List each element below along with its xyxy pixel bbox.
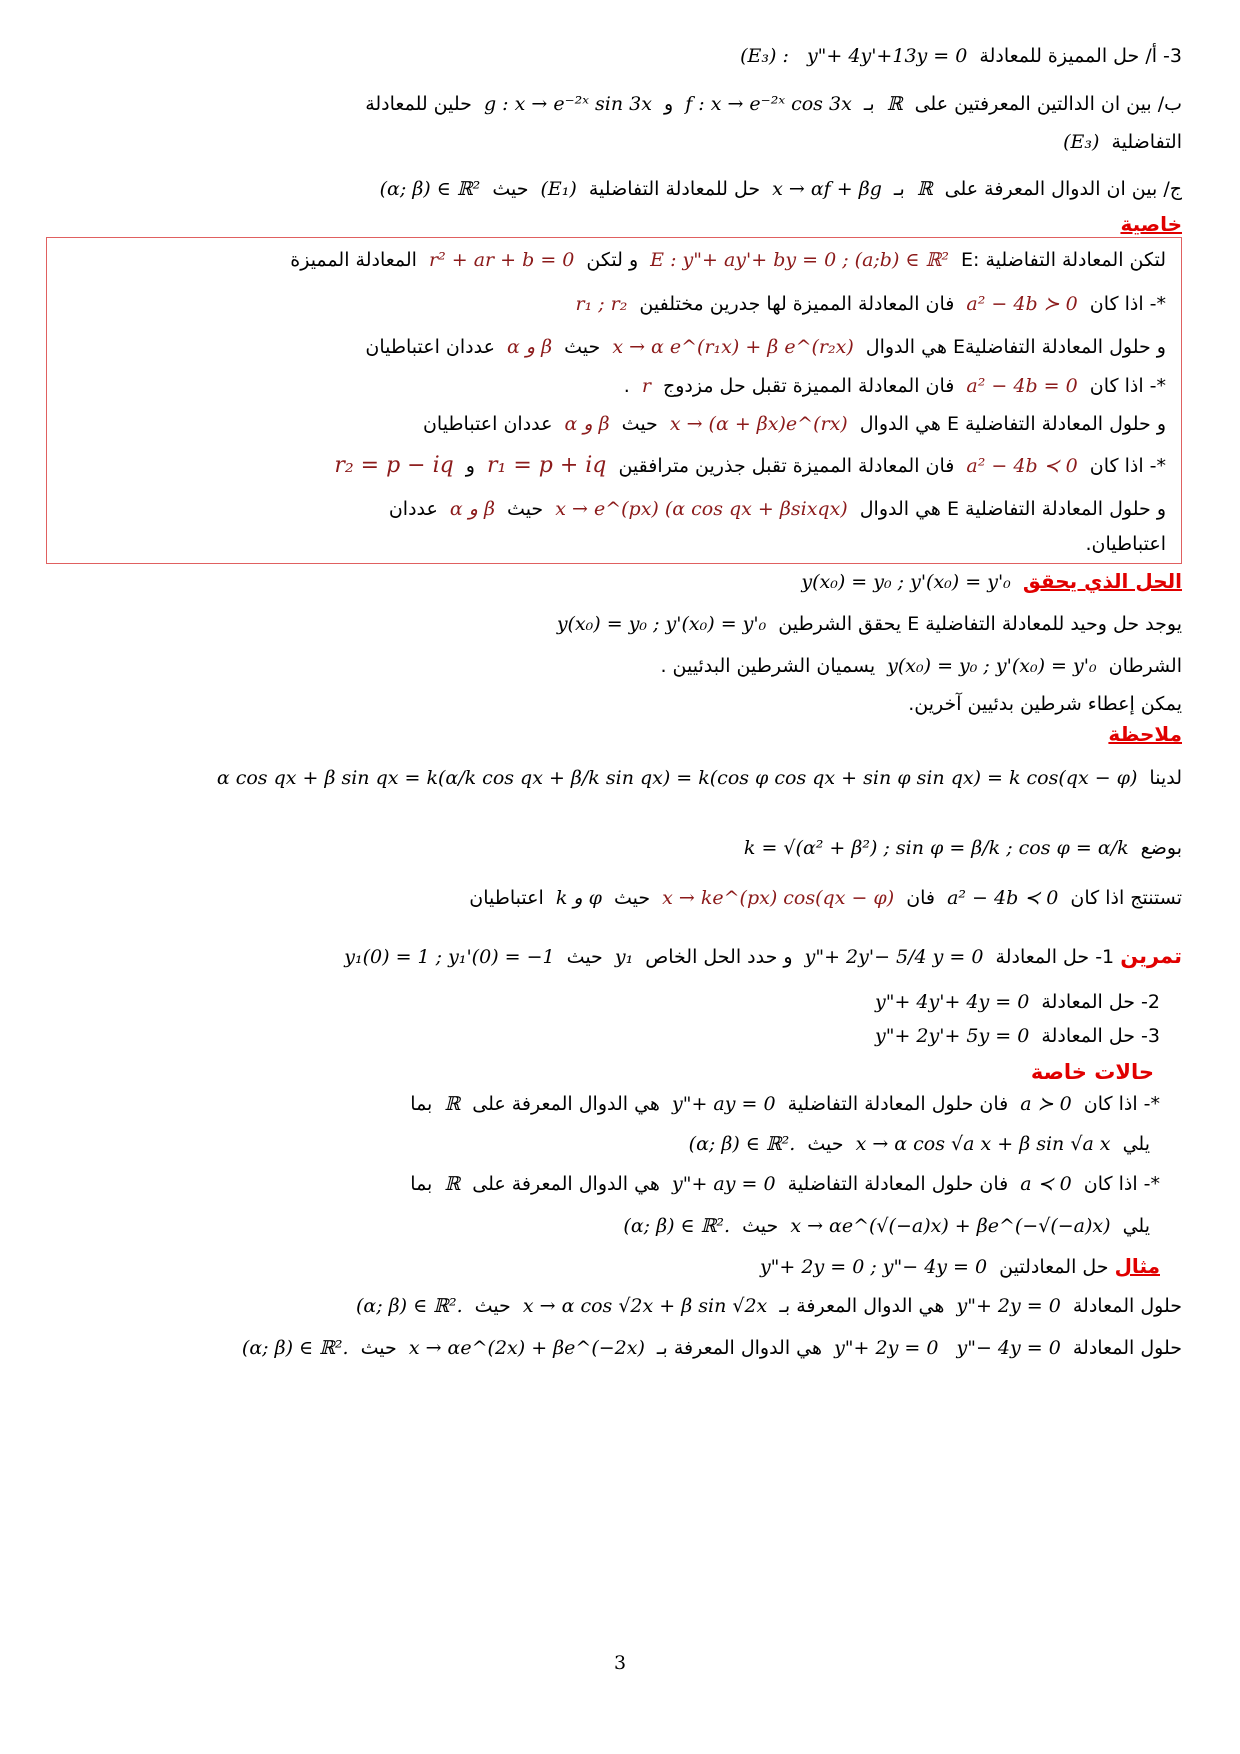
q3-a-equation: y"+ 4y'+13y = 0	[806, 45, 968, 67]
q3-line-b2: التفاضلية (E₃)	[1063, 131, 1182, 153]
unique-line-2: الشرطان y(x₀) = y₀ ; y'(x₀) = y'₀ يسميان الشرطين البدئيين .	[660, 655, 1182, 677]
special-line-2: يلي x → α cos √a x + β sin √a x حيث (α; β) ∈ ℝ².	[688, 1133, 1150, 1155]
example-result-1: حلول المعادلة y"+ 2y = 0 هي الدوال المعرفة بـ x → α cos √2x + β sin √2x حيث (α; β) ∈ ℝ².	[355, 1295, 1182, 1317]
property-line-2: *- اذا كان a² − 4b ≻ 0 فان المعادلة المميزة لها جدرين مختلفين r₁ ; r₂	[575, 293, 1166, 315]
exercise-heading: تمرين	[1120, 944, 1182, 968]
note-heading: ملاحظة	[1108, 722, 1182, 746]
exercise-line-1: تمرين 1- حل المعادلة y"+ 2y'− 5/4 y = 0 و حدد الحل الخاص y₁ حيث y₁(0) = 1 ; y₁'(0) = −1	[344, 944, 1182, 968]
exercise-line-2: 2- حل المعادلة y"+ 4y'+ 4y = 0	[874, 991, 1160, 1013]
property-line-1: لتكن المعادلة التفاضلية :E E : y"+ ay'+ by = 0 ; (a;b) ∈ ℝ² و لتكن r² + ar + b = 0 المعادلة المميزة	[290, 249, 1166, 271]
q3-b-g: g : x → e⁻²ˣ sin 3x	[483, 93, 652, 115]
note-line-3: تستنتج اذا كان a² − 4b ≺ 0 فان x → ke^(px) cos(qx − φ) حيث k و φ اعتباطيان	[469, 887, 1182, 909]
special-line-4: يلي x → αe^(√(−a)x) + βe^(−√(−a)x) حيث (α; β) ∈ ℝ².	[623, 1215, 1150, 1237]
property-line-7: و حلول المعادلة التفاضلية E هي الدوال x → e^(px) (α cos qx + βsixqx) حيث α و β عددان	[388, 498, 1166, 520]
special-heading: حالات خاصة	[1030, 1060, 1154, 1084]
q3-line-c: ج/ بين ان الدوال المعرفة على ℝ بـ x → αf + βg حل للمعادلة التفاضلية (E₁) حيث (α; β) ∈ ℝ²	[379, 178, 1182, 200]
example-line: مثال حل المعادلتين y"+ 2y = 0 ; y"− 4y = 0	[759, 1254, 1160, 1278]
example-heading: مثال	[1114, 1254, 1160, 1278]
property-line-8: اعتباطيان.	[1085, 533, 1166, 555]
unique-heading-line: الحل الذي يحقق y(x₀) = y₀ ; y'(x₀) = y'₀	[801, 569, 1182, 593]
note-line-2: بوضع k = √(α² + β²) ; sin φ = β/k ; cos φ = α/k	[743, 837, 1182, 859]
q3-line-a: 3- أ/ حل المميزة للمعادلة y"+ 4y'+13y = 0 (E₃) :	[60, 42, 1182, 70]
property-line-3: و حلول المعادلة التفاضليةE هي الدوال x → α e^(r₁x) + β e^(r₂x) حيث α و β عددان اعتباطيان	[365, 336, 1166, 358]
special-line-3: *- اذا كان a ≺ 0 فان حلول المعادلة التفاضلية y"+ ay = 0 هي الدوال المعرفة على ℝ بما	[410, 1173, 1160, 1195]
unique-heading: الحل الذي يحقق	[1022, 569, 1182, 593]
special-line-1: *- اذا كان a ≻ 0 فان حلول المعادلة التفاضلية y"+ ay = 0 هي الدوال المعرفة على ℝ بما	[410, 1093, 1160, 1115]
note-line-1: لدينا α cos qx + β sin qx = k(α/k cos qx + β/k sin qx) = k(cos φ cos qx + sin φ sin qx) = k cos(qx − φ)	[60, 764, 1182, 792]
unique-line-1: يوجد حل وحيد للمعادلة التفاضلية E يحقق الشرطين y(x₀) = y₀ ; y'(x₀) = y'₀	[556, 613, 1182, 635]
q3-a-label: (E₃) :	[740, 45, 789, 67]
property-line-6: *- اذا كان a² − 4b ≺ 0 فان المعادلة المميزة تقبل جذرين مترافقين r₁ = p + iq و r₂ = p − iq	[334, 453, 1166, 478]
property-heading: خاصية	[1120, 212, 1182, 236]
example-result-2: حلول المعادلة y"− 4y = 0 y"+ 2y = 0 هي الدوال المعرفة بـ x → αe^(2x) + βe^(−2x) حيث (α; β) ∈ ℝ².	[241, 1337, 1182, 1359]
q3-line-b: ب/ بين ان الدالتين المعرفتين على ℝ بـ f : x → e⁻²ˣ cos 3x و g : x → e⁻²ˣ sin 3x حلين للمعادلة	[60, 90, 1182, 118]
page-number: 3	[613, 1652, 627, 1674]
property-line-4: *- اذا كان a² − 4b = 0 فان المعادلة المميزة تقبل حل مزدوج r .	[623, 375, 1166, 397]
unique-line-3: يمكن إعطاء شرطين بدئيين آخرين.	[908, 693, 1182, 715]
exercise-line-3: 3- حل المعادلة y"+ 2y'+ 5y = 0	[874, 1025, 1160, 1047]
q3-b-f: f : x → e⁻²ˣ cos 3x	[685, 93, 852, 115]
note-identity: α cos qx + β sin qx = k(α/k cos qx + β/k sin qx) = k(cos φ cos qx + sin φ sin qx) = k cos(qx − φ)	[216, 767, 1138, 789]
property-line-5: و حلول المعادلة التفاضلية E هي الدوال x → (α + βx)e^(rx) حيث α و β عددان اعتباطيان	[422, 413, 1166, 435]
